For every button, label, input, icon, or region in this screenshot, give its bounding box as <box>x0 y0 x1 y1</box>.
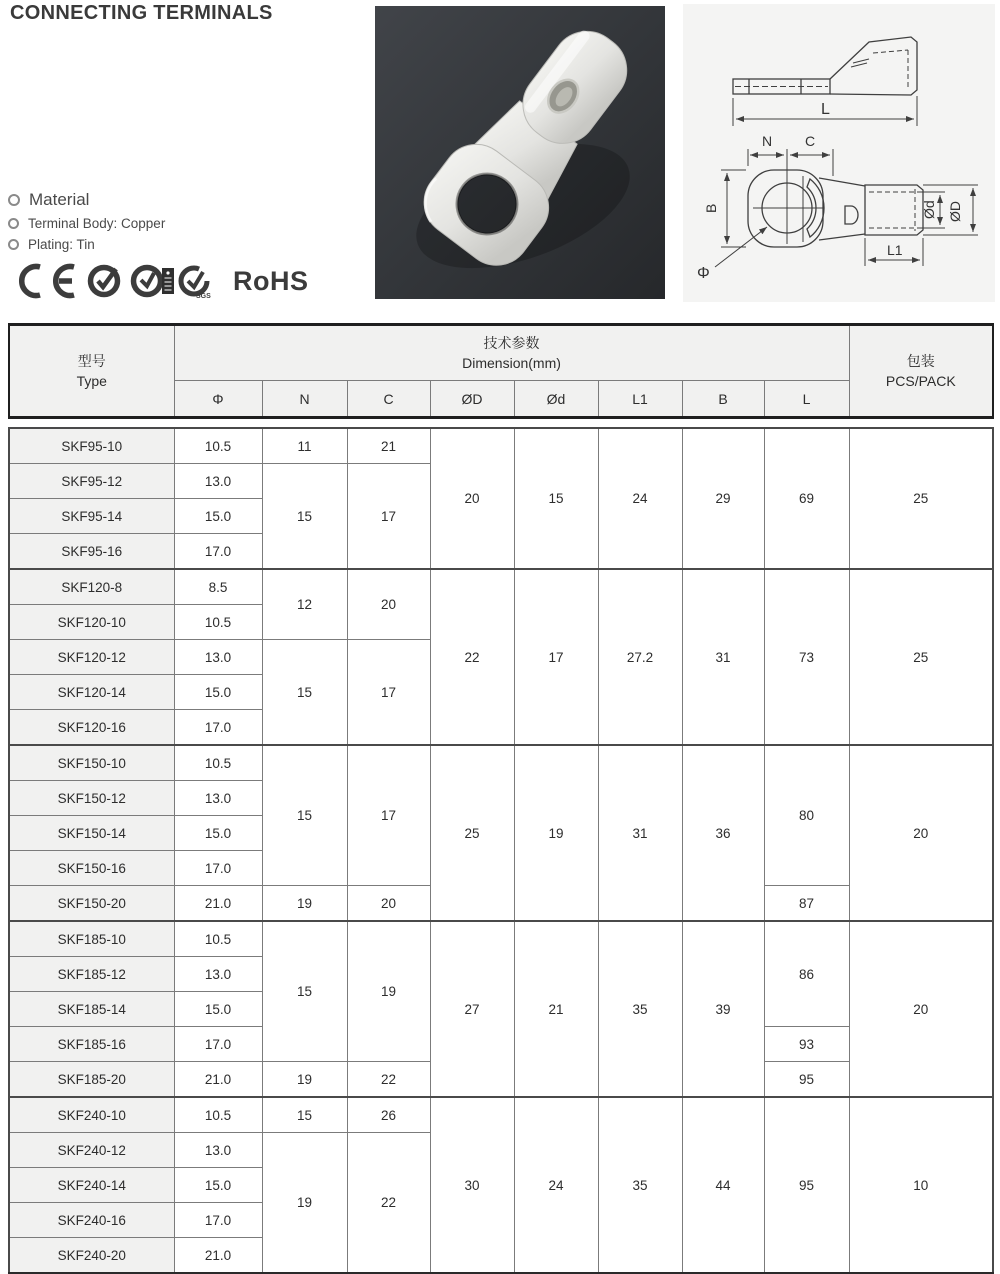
spec-cell: 17.0 <box>174 710 262 746</box>
col-header-pack-zh: 包装 <box>906 352 935 369</box>
spec-cell: 30 <box>430 1097 514 1273</box>
spec-cell: 39 <box>682 921 764 1097</box>
col-header-dimension <box>174 325 849 381</box>
bullet-icon <box>8 194 20 206</box>
type-cell: SKF240-20 <box>9 1238 174 1274</box>
type-cell: SKF120-14 <box>9 675 174 710</box>
col-header-l: L <box>764 381 849 418</box>
table-row <box>9 428 993 464</box>
type-cell: SKF120-16 <box>9 710 174 746</box>
spec-cell: 19 <box>347 921 430 1062</box>
spec-cell: 69 <box>764 428 849 569</box>
spec-cell: 17 <box>514 569 598 745</box>
spec-cell: 15 <box>514 428 598 569</box>
spec-cell: 26 <box>347 1097 430 1133</box>
header-body-gap <box>8 419 992 427</box>
table-row <box>9 745 993 781</box>
spec-cell: 13.0 <box>174 464 262 499</box>
type-cell: SKF240-16 <box>9 1203 174 1238</box>
spec-table-header <box>8 323 994 419</box>
spec-cell: 17 <box>347 745 430 886</box>
spec-cell: 20 <box>347 886 430 922</box>
dim-label-B: B <box>703 203 719 213</box>
spec-cell: 13.0 <box>174 781 262 816</box>
spec-cell: 19 <box>262 886 347 922</box>
sgs-check-badge-icon <box>181 268 211 300</box>
spec-cell: 15.0 <box>174 1168 262 1203</box>
col-header-type-en: Type <box>76 373 107 389</box>
spec-cell: 15 <box>262 921 347 1062</box>
spec-cell: 15 <box>262 640 347 746</box>
spec-cell: 20 <box>347 569 430 640</box>
table-row <box>9 921 993 957</box>
type-cell: SKF120-12 <box>9 640 174 675</box>
spec-cell: 44 <box>682 1097 764 1273</box>
spec-cell: 21 <box>514 921 598 1097</box>
terminal-photo-illustration <box>375 6 665 299</box>
spec-cell: 10 <box>849 1097 993 1273</box>
spec-cell: 10.5 <box>174 921 262 957</box>
weee-check-badge-icon <box>91 268 118 295</box>
table-row <box>9 569 993 605</box>
spec-cell: 80 <box>764 745 849 886</box>
ce-mark-icon <box>22 267 74 296</box>
spec-cell: 17.0 <box>174 1027 262 1062</box>
type-cell: SKF185-10 <box>9 921 174 957</box>
col-header-phi: Φ <box>174 381 262 418</box>
spec-cell: 15 <box>262 464 347 570</box>
spec-cell: 25 <box>849 569 993 745</box>
dim-label-L: L <box>821 101 830 118</box>
col-header-type <box>9 325 174 418</box>
col-header-dimension-zh: 技术参数 <box>483 334 540 351</box>
spec-cell: 24 <box>598 428 682 569</box>
type-cell: SKF150-16 <box>9 851 174 886</box>
type-cell: SKF95-16 <box>9 534 174 570</box>
type-cell: SKF95-12 <box>9 464 174 499</box>
spec-cell: 8.5 <box>174 569 262 605</box>
spec-cell: 13.0 <box>174 1133 262 1168</box>
spec-cell: 10.5 <box>174 428 262 464</box>
spec-cell: 27 <box>430 921 514 1097</box>
type-cell: SKF95-14 <box>9 499 174 534</box>
dim-label-od-small: Ød <box>921 200 937 219</box>
col-header-type-zh: 型号 <box>77 352 106 369</box>
spec-cell: 29 <box>682 428 764 569</box>
col-header-pack-en: PCS/PACK <box>885 373 956 389</box>
dim-label-od-big: ØD <box>947 201 963 222</box>
type-cell: SKF185-20 <box>9 1062 174 1098</box>
spec-cell: 20 <box>430 428 514 569</box>
spec-cell: 93 <box>764 1027 849 1062</box>
spec-table <box>8 427 994 1274</box>
spec-cell: 22 <box>430 569 514 745</box>
spec-table-body <box>9 428 993 1273</box>
spec-cell: 10.5 <box>174 1097 262 1133</box>
type-cell: SKF240-14 <box>9 1168 174 1203</box>
spec-cell: 19 <box>514 745 598 921</box>
spec-cell: 17 <box>347 464 430 570</box>
col-header-pack <box>849 325 993 418</box>
spec-cell: 15.0 <box>174 499 262 534</box>
spec-cell: 10.5 <box>174 745 262 781</box>
spec-cell: 17.0 <box>174 1203 262 1238</box>
type-cell: SKF120-10 <box>9 605 174 640</box>
rohs-label: RoHS <box>233 265 309 296</box>
type-cell: SKF120-8 <box>9 569 174 605</box>
cert-icons <box>8 259 223 303</box>
dimension-drawing <box>683 4 995 302</box>
spec-cell: 20 <box>849 745 993 921</box>
spec-cell: 13.0 <box>174 957 262 992</box>
type-cell: SKF185-12 <box>9 957 174 992</box>
spec-table-section <box>8 323 992 1274</box>
type-cell: SKF185-16 <box>9 1027 174 1062</box>
spec-cell: 11 <box>262 428 347 464</box>
type-cell: SKF240-10 <box>9 1097 174 1133</box>
spec-cell: 15.0 <box>174 992 262 1027</box>
dim-label-L1: L1 <box>887 242 903 258</box>
spec-cell: 36 <box>682 745 764 921</box>
side-view <box>733 37 917 95</box>
type-cell: SKF150-20 <box>9 886 174 922</box>
spec-cell: 12 <box>262 569 347 640</box>
svg-text:SGS: SGS <box>196 293 211 300</box>
col-header-b: B <box>682 381 764 418</box>
front-view <box>748 149 923 247</box>
type-cell: SKF185-14 <box>9 992 174 1027</box>
type-cell: SKF150-10 <box>9 745 174 781</box>
col-header-od-big: ØD <box>430 381 514 418</box>
spec-cell: 17.0 <box>174 534 262 570</box>
spec-cell: 13.0 <box>174 640 262 675</box>
material-item-body: Terminal Body: Copper <box>28 216 166 231</box>
spec-cell: 22 <box>347 1062 430 1098</box>
type-cell: SKF150-14 <box>9 816 174 851</box>
spec-cell: 21.0 <box>174 1238 262 1274</box>
spec-cell: 31 <box>598 745 682 921</box>
col-header-l1: L1 <box>598 381 682 418</box>
spec-cell: 24 <box>514 1097 598 1273</box>
product-photo <box>375 6 665 299</box>
type-cell: SKF240-12 <box>9 1133 174 1168</box>
spec-cell: 31 <box>682 569 764 745</box>
bullet-icon <box>8 218 19 229</box>
spec-cell: 10.5 <box>174 605 262 640</box>
spec-cell: 73 <box>764 569 849 745</box>
spec-cell: 20 <box>849 921 993 1097</box>
spec-cell: 86 <box>764 921 849 1027</box>
bullet-icon <box>8 239 19 250</box>
spec-cell: 87 <box>764 886 849 922</box>
spec-cell: 19 <box>262 1133 347 1274</box>
spec-cell: 21.0 <box>174 886 262 922</box>
dimension-diagram <box>683 4 995 302</box>
dim-label-phi: Φ <box>697 265 710 282</box>
page-title: CONNECTING TERMINALS <box>10 2 273 24</box>
spec-cell: 25 <box>430 745 514 921</box>
spec-cell: 21 <box>347 428 430 464</box>
col-header-dimension-en: Dimension(mm) <box>462 355 561 371</box>
spec-cell: 35 <box>598 921 682 1097</box>
spec-cell: 17 <box>347 640 430 746</box>
spec-cell: 15 <box>262 745 347 886</box>
spec-cell: 17.0 <box>174 851 262 886</box>
dim-label-C: C <box>805 133 816 149</box>
certification-logos <box>8 259 309 303</box>
material-item-plating: Plating: Tin <box>28 237 95 252</box>
material-heading: Material <box>29 190 90 209</box>
table-row <box>9 1097 993 1133</box>
col-header-c: C <box>347 381 430 418</box>
spec-cell: 15.0 <box>174 675 262 710</box>
spec-cell: 27.2 <box>598 569 682 745</box>
spec-cell: 35 <box>598 1097 682 1273</box>
spec-cell: 15 <box>262 1097 347 1133</box>
spec-cell: 15.0 <box>174 816 262 851</box>
spec-cell: 25 <box>849 428 993 569</box>
col-header-od-small: Ød <box>514 381 598 418</box>
type-cell: SKF150-12 <box>9 781 174 816</box>
spec-cell: 95 <box>764 1097 849 1273</box>
nqa-ukas-badge-icon <box>134 268 175 295</box>
dim-label-N: N <box>762 133 773 149</box>
spec-cell: 22 <box>347 1133 430 1274</box>
type-cell: SKF95-10 <box>9 428 174 464</box>
material-section <box>8 190 165 258</box>
col-header-n: N <box>262 381 347 418</box>
spec-cell: 19 <box>262 1062 347 1098</box>
spec-cell: 21.0 <box>174 1062 262 1098</box>
spec-cell: 95 <box>764 1062 849 1098</box>
